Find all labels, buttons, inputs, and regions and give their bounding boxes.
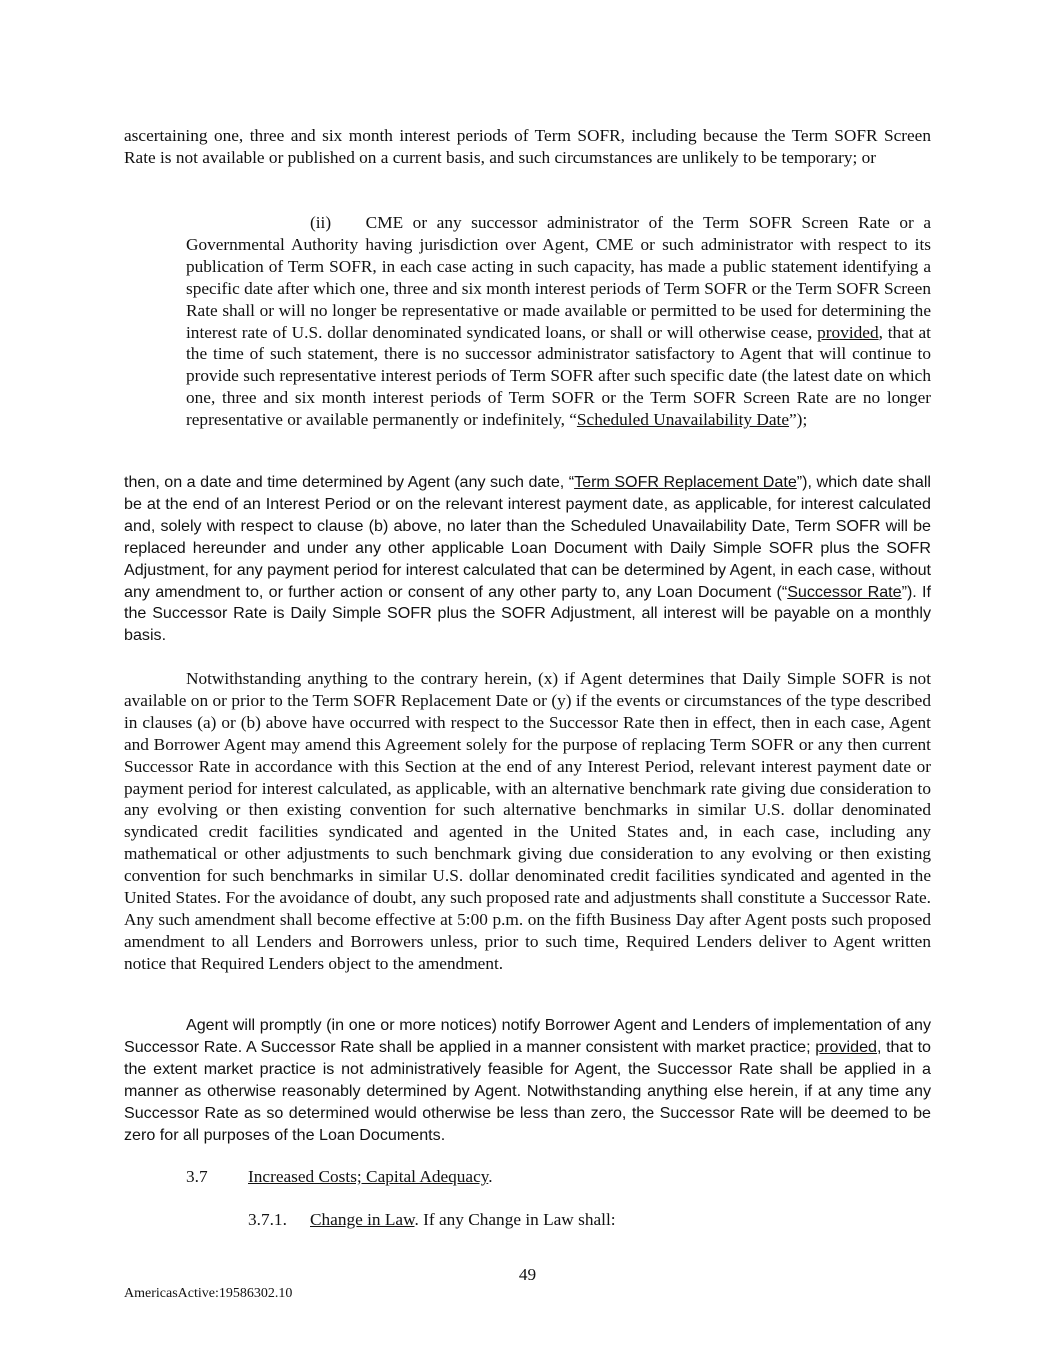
- replacement-text-c: ”). If the Successor Rate is Daily Simple SOFR plus the SOFR Adjustment, all interest will be payable on a monthly basis.: [124, 582, 931, 645]
- paragraph-term-sofr-unavailable: ascertaining one, three and six month interest periods of Term SOFR, including because the Term SOFR Screen Rate is not available or published on a current basis, and such circumstances are unlikely to be temporary; or: [124, 126, 931, 167]
- section-number: 3.7: [186, 1167, 208, 1186]
- term-sofr-replacement-date-term: Term SOFR Replacement Date: [574, 473, 797, 491]
- document-id: AmericasActive:19586302.10: [124, 1286, 293, 1301]
- subsection-title: Change in Law: [310, 1210, 415, 1229]
- paragraph-clause-ii: [186, 212, 931, 431]
- successor-rate-term: Successor Rate: [787, 582, 902, 601]
- clause-ii-text-a: (ii) CME or any successor administrator of the Term SOFR Screen Rate or a Governmental Authority having jurisdiction over Agent, CME or such administrator with respect to its publication of Term SOFR, in each case acting in such capacity, has made a public statement identifying a specific date after which one, three and six month interest periods of Term SOFR or the Term SOFR Screen Rate shall or will no longer be representative or made available or permitted to be used for determining the interest rate of U.S. dollar denominated syndicated loans, or shall or will otherwise cease,: [186, 213, 931, 342]
- replacement-text-a: then, on a date and time determined by Agent (any such date, “: [124, 473, 575, 491]
- agent-notify-text-a: Agent will promptly (in one or more notices) notify Borrower Agent and Lenders of implementation of any Successor Rate. A Successor Rate shall be applied in a manner consistent with market practice;: [124, 1016, 931, 1056]
- scheduled-unavailability-date-term: Scheduled Unavailability Date: [576, 410, 790, 430]
- clause-ii-text-b: , that at the time of such statement, there is no successor administrator satisfactory to Agent that will continue to provide such representative interest periods of Term SOFR after such specific date (the latest date on which one, three and six month interest periods of Term SOFR or the Term SOFR Screen Rate are no longer representative or available permanently or indefinitely, “: [186, 322, 931, 430]
- section-title-period: .: [488, 1167, 493, 1186]
- section-title: Increased Costs; Capital Adequacy: [248, 1167, 489, 1186]
- paragraph-agent-notify: [124, 1015, 931, 1146]
- section-3-7-1-heading: [248, 1209, 616, 1231]
- replacement-text-b: ”), which date shall be at the end of an Interest Period or on the relevant interest payment date, as applicable, for interest calculated and, solely with respect to clause (b) above, no later than the Scheduled Unavailability Date, Term SOFR will be replaced hereunder and under any other applicable Loan Document with Daily Simple SOFR plus the SOFR Adjustment, for any payment period for interest calculated that can be determined by Agent, in each case, without any amendment to, or further action or consent of any other party to, any Loan Document (“: [124, 473, 931, 601]
- provided-term: provided: [815, 1037, 877, 1056]
- agent-notify-text-b: , that to the extent market practice is not administratively feasible for Agent, the Successor Rate shall be applied in a manner as otherwise reasonably determined by Agent. Notwithstanding anything else herein, if at any time any Successor Rate as so determined would otherwise be less than zero, the Successor Rate will be deemed to be zero for all purposes of the Loan Documents.: [124, 1037, 931, 1144]
- page-number: 49: [518, 1265, 537, 1284]
- provided-term: provided: [817, 322, 879, 342]
- clause-ii-text-c: ”);: [789, 410, 808, 430]
- paragraph-notwithstanding: Notwithstanding anything to the contrary herein, (x) if Agent determines that Daily Simple SOFR is not available on or prior to the Term SOFR Replacement Date or (y) if the events or circumstances of the type described in clauses (a) or (b) above have occurred with respect to the Successor Rate then in effect, then in each case, Agent and Borrower Agent may amend this Agreement solely for the purpose of replacing Term SOFR or any then current Successor Rate in accordance with this Section at the end of any Interest Period, relevant interest payment date or payment period for interest calculated, as applicable, with an alternative benchmark rate giving due consideration to any evolving or then existing convention for such alternative benchmarks in similar U.S. dollar denominated syndicated credit facilities syndicated and agented in the United States and, in each case, including any mathematical or other adjustments to such benchmark giving due consideration to any evolving or then existing convention for such benchmarks in similar U.S. dollar denominated credit facilities syndicated and agented in the United States. For the avoidance of doubt, any such proposed rate and adjustments shall constitute a Successor Rate. Any such amendment shall become effective at 5:00 p.m. on the fifth Business Day after Agent posts such proposed amendment to all Lenders and Borrowers unless, prior to such time, Required Lenders deliver to Agent written notice that Required Lenders object to the amendment.: [124, 669, 931, 973]
- subsection-text: . If any Change in Law shall:: [414, 1210, 616, 1229]
- paragraph-replacement-date: [124, 472, 931, 647]
- subsection-number: 3.7.1.: [248, 1210, 287, 1229]
- section-3-7-heading: [186, 1166, 493, 1188]
